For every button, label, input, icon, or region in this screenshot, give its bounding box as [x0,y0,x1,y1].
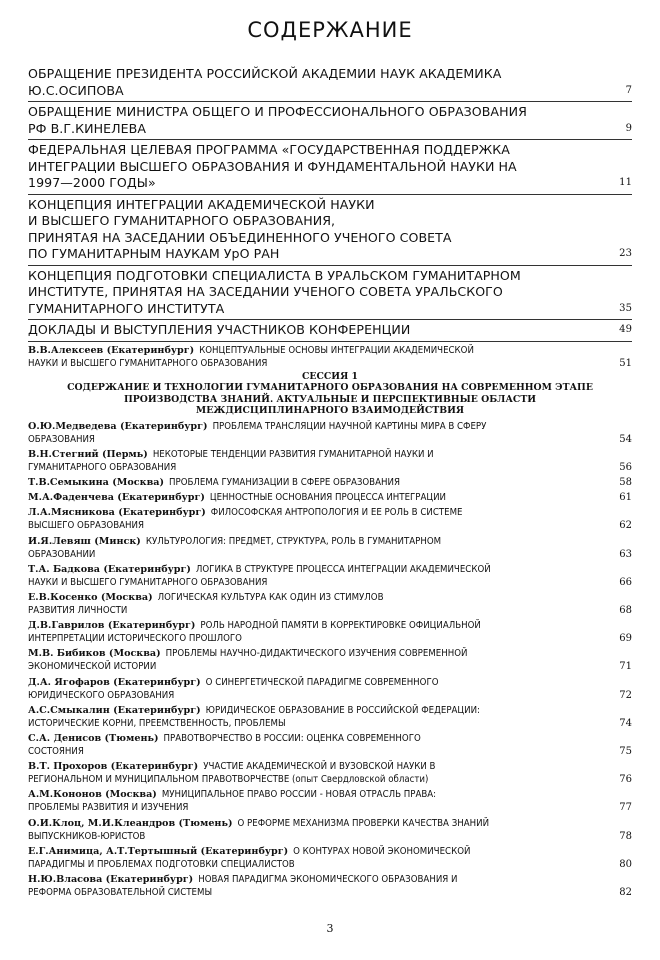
entry-line [28,433,632,446]
entry-page-number: 9 [625,122,632,134]
page-title: СОДЕРЖАНИЕ [247,18,413,42]
entry-title: ПРОБЛЕМА ГУМАНИЗАЦИИ В СФЕРЕ ОБРАЗОВАНИЯ [169,476,400,488]
entry-page-number: 74 [619,717,632,729]
entry-title: РАЗВИТИЯ ЛИЧНОСТИ [28,604,128,616]
entry-title: РЕГИОНАЛЬНОМ И МУНИЦИПАЛЬНОМ ПРАВОТВОРЧЕСТВЕ (опыт Свердловской области) [28,774,429,786]
entry-title: НАУКИ И ВЫСШЕГО ГУМАНИТАРНОГО ОБРАЗОВАНИЯ [28,576,268,588]
section-divider [28,139,632,140]
entry-title: ДОКЛАДЫ И ВЫСТУПЛЕНИЯ УЧАСТНИКОВ КОНФЕРЕНЦИИ [28,322,411,337]
session-label: СЕССИЯ 1 [302,370,358,382]
entry-line [28,845,632,858]
entry-page-number: 76 [619,774,632,786]
toc-paper-entry [28,591,632,617]
entry-line [28,142,632,159]
entry-title: РОЛЬ НАРОДНОЙ ПАМЯТИ В КОРРЕКТИРОВКЕ ОФИЦИАЛЬНОЙ [200,620,481,632]
session-title-line: МЕЖДИСЦИПЛИНАРНОГО ВЗАИМОДЕЙСТВИЯ [195,405,465,416]
toc-paper-entry [28,788,632,814]
entry-title: КОНЦЕПЦИЯ ПОДГОТОВКИ СПЕЦИАЛИСТА В УРАЛЬСКОМ ГУМАНИТАРНОМ [28,267,521,283]
entry-author: В.В.Алексеев (Екатеринбург) [28,344,195,356]
session-title-line: СОДЕРЖАНИЕ И ТЕХНОЛОГИИ ГУМАНИТАРНОГО ОБРАЗОВАНИЯ НА СОВРЕМЕННОМ ЭТАПЕ [67,382,593,393]
entry-page-number: 35 [619,302,632,314]
entry-line [28,689,632,702]
entry-title: КУЛЬТУРОЛОГИЯ: ПРЕДМЕТ, СТРУКТУРА, РОЛЬ В ГУМАНИТАРНОМ [145,535,442,547]
entry-line [28,175,632,192]
entry-author: Е.Г.Анимица, А.Т.Тертышный (Екатеринбург) [28,845,289,857]
entry-line [28,246,632,263]
entry-title: КОНЦЕПЦИЯ ИНТЕГРАЦИИ АКАДЕМИЧЕСКОЙ НАУКИ [28,196,375,212]
session-title-line: ПРОИЗВОДСТВА ЗНАНИЙ. АКТУАЛЬНЫЕ И ПЕРСПЕКТИВНЫЕ ОБЛАСТИ [123,393,537,405]
section-divider [28,319,632,320]
entry-page-number: 78 [619,830,632,842]
entry-title: ПАРАДИГМЫ И ПРОБЛЕМАХ ПОДГОТОВКИ СПЕЦИАЛИСТОВ [28,858,295,870]
entry-page-number: 66 [619,576,632,588]
entry-title: О РЕФОРМЕ МЕХАНИЗМА ПРОВЕРКИ КАЧЕСТВА ЗНАНИЙ [237,817,490,829]
entry-page-number: 49 [619,324,632,335]
entry-title: Ю.С.ОСИПОВА [28,82,124,98]
entry-page-number: 82 [619,886,632,898]
section-divider [28,341,632,342]
entry-author: Е.В.Косенко (Москва) [28,591,153,603]
entry-author: О.И.Клоц, М.И.Клеандров (Тюмень) [28,817,233,829]
session-heading [28,371,632,417]
entry-title: НЕКОТОРЫЕ ТЕНДЕНЦИИ РАЗВИТИЯ ГУМАНИТАРНОЙ НАУКИ И [152,448,434,460]
entry-line [28,704,632,717]
entry-line [28,591,632,604]
entry-author: Л.А.Мясникова (Екатеринбург) [28,507,206,519]
entry-title: О КОНТУРАХ НОВОЙ ЭКОНОМИЧЕСКОЙ [293,845,471,857]
entry-title: ВЫПУСКНИКОВ-ЮРИСТОВ [28,830,146,842]
section-divider [28,265,632,266]
entry-line [28,197,632,214]
entry-line [28,830,632,843]
entry-line [28,535,632,548]
entry-line [28,717,632,730]
entry-title: ОБРАЩЕНИЕ МИНИСТРА ОБЩЕГО И ПРОФЕССИОНАЛЬНОГО ОБРАЗОВАНИЯ [28,104,527,119]
entry-page-number: 58 [619,476,632,488]
entry-title: О СИНЕРГЕТИЧЕСКОЙ ПАРАДИГМЕ СОВРЕМЕННОГО [205,676,439,688]
entry-line [28,676,632,689]
entry-title: ИСТОРИЧЕСКИЕ КОРНИ, ПРЕЕМСТВЕННОСТЬ, ПРОБЛЕМЫ [28,717,286,729]
entry-line [28,448,632,461]
toc-paper-entry [28,448,632,474]
entry-line [28,357,632,370]
entry-title: НОВАЯ ПАРАДИГМА ЭКОНОМИЧЕСКОГО ОБРАЗОВАНИЯ И [198,873,458,885]
entry-line [28,83,632,100]
entry-title: ЛОГИКА В СТРУКТУРЕ ПРОЦЕССА ИНТЕГРАЦИИ АКАДЕМИЧЕСКОЙ [195,563,491,575]
entry-title: 1997—2000 ГОДЫ» [28,175,156,190]
entry-author: Т.А. Бадкова (Екатеринбург) [28,563,191,575]
entry-line [28,660,632,673]
entry-line [28,817,632,830]
toc-section-entry [28,142,632,192]
entry-page-number: 11 [619,177,632,188]
entry-title: ПРОБЛЕМА ТРАНСЛЯЦИИ НАУЧНОЙ КАРТИНЫ МИРА В СФЕРУ [212,420,487,432]
entry-title: ЭКОНОМИЧЕСКОЙ ИСТОРИИ [28,661,157,673]
section-divider [28,194,632,195]
entry-title: ПО ГУМАНИТАРНЫМ НАУКАМ УрО РАН [28,246,280,261]
entry-line [28,104,632,121]
toc-paper-entry [28,676,632,702]
entry-line [28,647,632,660]
toc-paper-entry [28,760,632,786]
entry-line [28,420,632,433]
entry-author: В.Н.Стегний (Пермь) [28,448,148,460]
entry-page-number: 75 [619,745,632,757]
entry-title: КОНЦЕПТУАЛЬНЫЕ ОСНОВЫ ИНТЕГРАЦИИ АКАДЕМИЧЕСКОЙ [199,344,474,356]
entry-line [28,322,632,339]
toc-paper-entry [28,873,632,899]
entry-line [28,301,632,318]
toc-paper-entry [28,344,632,370]
entry-line [28,506,632,519]
entry-title: ИНСТИТУТЕ, ПРИНЯТАЯ НА ЗАСЕДАНИИ УЧЕНОГО СОВЕТА УРАЛЬСКОГО [28,284,503,299]
entry-author: А.М.Кононов (Москва) [28,789,157,801]
entry-page-number: 7 [625,84,632,96]
entry-line [28,858,632,871]
entry-author: М.В. Бибиков (Москва) [28,648,161,660]
entry-title: ЛОГИЧЕСКАЯ КУЛЬТУРА КАК ОДИН ИЗ СТИМУЛОВ [157,591,384,603]
entry-line [28,66,632,83]
entry-line [28,788,632,801]
entry-author: О.Ю.Медведева (Екатеринбург) [28,420,208,432]
entry-line [28,491,632,504]
entry-title: ПРОБЛЕМЫ РАЗВИТИЯ И ИЗУЧЕНИЯ [28,802,189,814]
entry-line [28,745,632,758]
entry-title: ЦЕННОСТНЫЕ ОСНОВАНИЯ ПРОЦЕССА ИНТЕГРАЦИИ [209,492,447,504]
entry-title: ЮРИДИЧЕСКОГО ОБРАЗОВАНИЯ [28,689,175,701]
entry-title: ФИЛОСОФСКАЯ АНТРОПОЛОГИЯ И ЕЕ РОЛЬ В СИСТЕМЕ [210,507,463,519]
toc-section-entry [28,197,632,263]
entry-line [28,548,632,561]
entry-page-number: 54 [619,433,632,445]
entry-line [28,760,632,773]
toc-section-entry [28,104,632,137]
entry-page-number: 56 [619,461,632,473]
entry-line [28,284,632,301]
entry-title: РФ В.Г.КИНЕЛЕВА [28,120,146,136]
entry-title: ПРАВОТВОРЧЕСТВО В РОССИИ: ОЦЕНКА СОВРЕМЕННОГО [163,732,421,744]
entry-line [28,619,632,632]
entry-title: ОБРАЗОВАНИЯ [28,433,95,445]
entry-title: ИНТЕГРАЦИИ ВЫСШЕГО ОБРАЗОВАНИЯ И ФУНДАМЕНТАЛЬНОЙ НАУКИ НА [28,158,517,174]
entry-line [28,476,632,489]
page-number: 3 [326,922,334,935]
toc-paper-entry [28,704,632,730]
entry-title: ВЫСШЕГО ОБРАЗОВАНИЯ [28,520,144,532]
entry-page-number: 61 [619,492,632,504]
entry-title: ОБРАЩЕНИЕ ПРЕЗИДЕНТА РОССИЙСКОЙ АКАДЕМИИ НАУК АКАДЕМИКА [28,66,502,81]
entry-title: НАУКИ И ВЫСШЕГО ГУМАНИТАРНОГО ОБРАЗОВАНИЯ [28,357,268,369]
toc-paper-entry [28,647,632,673]
entry-author: С.А. Денисов (Тюмень) [28,732,159,744]
entry-title: МУНИЦИПАЛЬНОЕ ПРАВО РОССИИ - НОВАЯ ОТРАСЛЬ ПРАВА: [161,789,437,801]
entry-page-number: 23 [619,248,632,259]
entry-title: И ВЫСШЕГО ГУМАНИТАРНОГО ОБРАЗОВАНИЯ, [28,213,336,228]
entry-title: ПРИНЯТАЯ НА ЗАСЕДАНИИ ОБЪЕДИНЕННОГО УЧЕНОГО СОВЕТА [28,229,452,245]
entry-page-number: 80 [619,858,632,870]
entry-author: И.Я.Левяш (Минск) [28,535,141,547]
entry-line [28,230,632,247]
entry-line [28,121,632,138]
toc-paper-entry [28,491,632,504]
entry-page-number: 51 [619,357,632,369]
toc-paper-entry [28,420,632,446]
toc-section-entry [28,268,632,318]
toc-paper-entry [28,845,632,871]
entry-author: А.С.Смыкалин (Екатеринбург) [28,704,201,716]
entry-line [28,268,632,285]
entry-author: Д.А. Ягофаров (Екатеринбург) [28,676,201,688]
entry-line [28,159,632,176]
section-divider [28,101,632,102]
entry-line [28,732,632,745]
entry-page-number: 68 [619,604,632,616]
entry-title: РЕФОРМА ОБРАЗОВАТЕЛЬНОЙ СИСТЕМЫ [28,886,213,898]
toc-paper-entry [28,506,632,532]
entry-page-number: 63 [619,548,632,560]
entry-line [28,344,632,357]
entry-page-number: 71 [619,661,632,673]
toc-paper-entry [28,563,632,589]
entry-page-number: 69 [619,633,632,645]
entry-page-number: 62 [619,520,632,532]
entry-author: Д.В.Гаврилов (Екатеринбург) [28,620,196,632]
toc-section-entry [28,66,632,99]
entry-line [28,773,632,786]
toc-paper-entry [28,732,632,758]
entry-line [28,873,632,886]
entry-title: ГУМАНИТАРНОГО ИНСТИТУТА [28,300,225,316]
entry-title: УЧАСТИЕ АКАДЕМИЧЕСКОЙ И ВУЗОВСКОЙ НАУКИ В [203,761,436,773]
entry-title: ГУМАНИТАРНОГО ОБРАЗОВАНИЯ [28,461,177,473]
entry-author: Т.В.Семыкина (Москва) [28,476,164,488]
entry-line [28,461,632,474]
entry-line [28,213,632,230]
entry-page-number: 72 [619,689,632,701]
entry-line [28,632,632,645]
toc-paper-entry [28,817,632,843]
toc-paper-entry [28,535,632,561]
entry-author: В.Т. Прохоров (Екатеринбург) [28,761,199,773]
entry-page-number: 77 [619,802,632,814]
entry-title: СОСТОЯНИЯ [28,745,84,757]
entry-title: ФЕДЕРАЛЬНАЯ ЦЕЛЕВАЯ ПРОГРАММА «ГОСУДАРСТВЕННАЯ ПОДДЕРЖКА [28,142,510,157]
entry-line [28,604,632,617]
entry-author: М.А.Фаденчева (Екатеринбург) [28,492,205,504]
entry-title: ИНТЕРПРЕТАЦИИ ИСТОРИЧЕСКОГО ПРОШЛОГО [28,633,242,645]
entry-title: ЮРИДИЧЕСКОЕ ОБРАЗОВАНИЕ В РОССИЙСКОЙ ФЕДЕРАЦИИ: [205,704,480,716]
entry-line [28,519,632,532]
entry-line [28,563,632,576]
toc-section-entry [28,322,632,339]
entry-title: ПРОБЛЕМЫ НАУЧНО-ДИДАКТИЧЕСКОГО ИЗУЧЕНИЯ СОВРЕМЕННОЙ [165,648,468,660]
toc-paper-entry [28,619,632,645]
toc-paper-entry [28,476,632,489]
entry-line [28,886,632,899]
entry-line [28,801,632,814]
entry-title: ОБРАЗОВАНИИ [28,548,96,560]
entry-author: Н.Ю.Власова (Екатеринбург) [28,873,194,885]
entry-line [28,576,632,589]
